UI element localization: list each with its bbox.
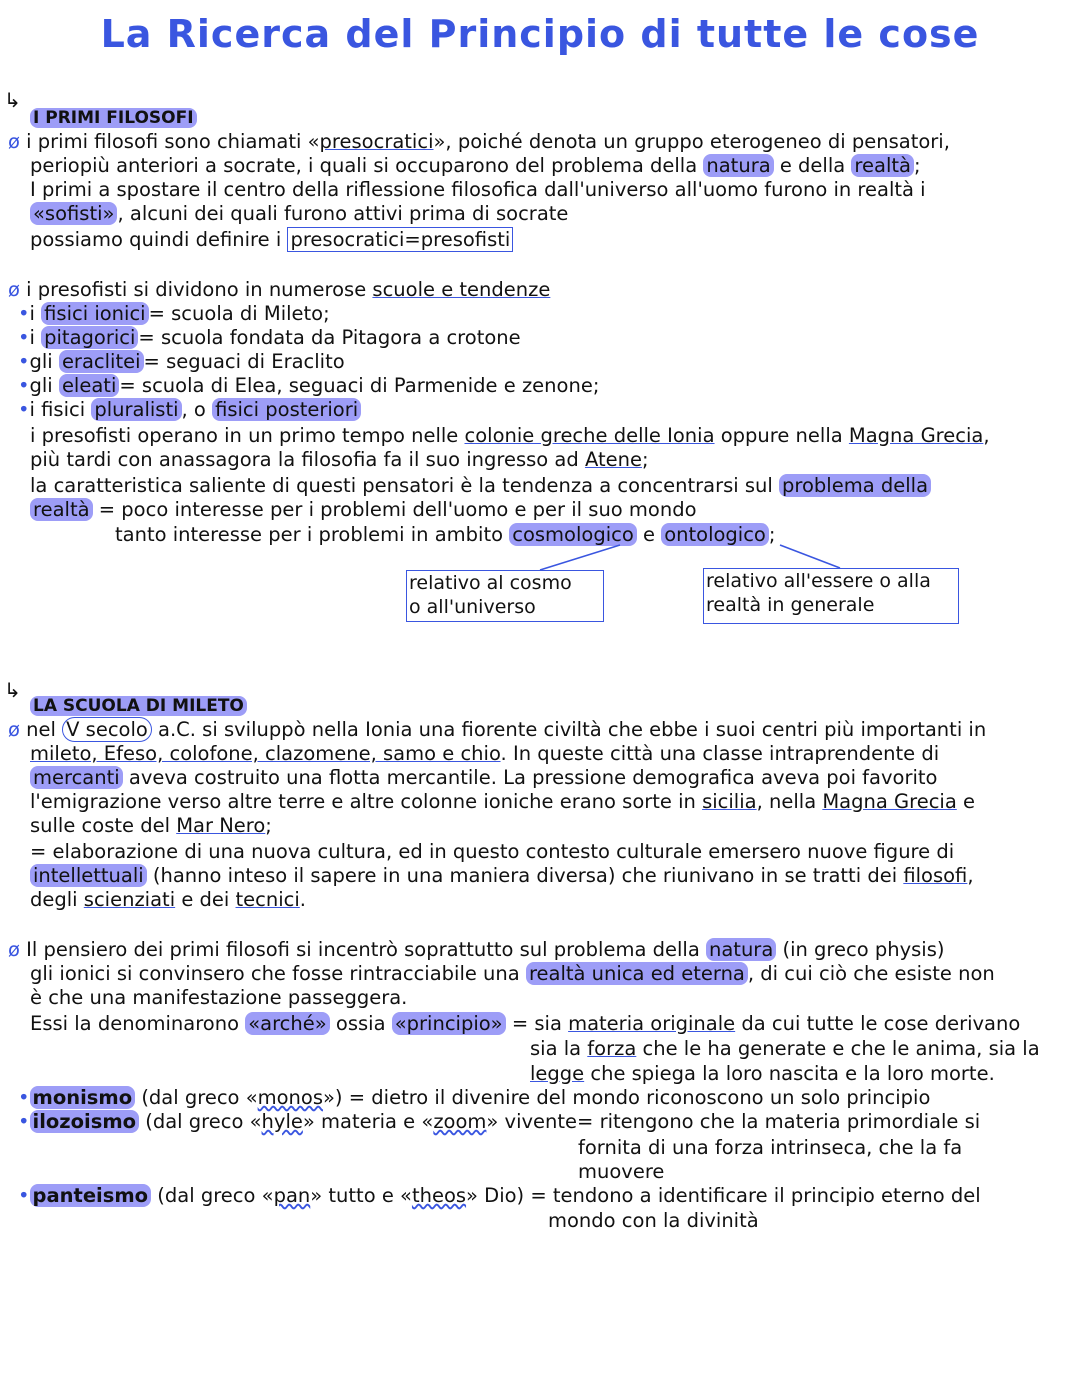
bullet-icon: ø: [8, 278, 20, 301]
text-line: intellettuali (hanno inteso il sapere in una maniera diversa) che riunivano in se tratti dei filosofi,: [30, 864, 974, 888]
text-line: mercanti aveva costruito una flotta mercantile. La pressione demografica aveva poi favorito: [30, 766, 937, 790]
text-line: legge che spiega la loro nascita e la loro morte.: [530, 1062, 995, 1085]
text-line: sulle coste del Mar Nero;: [30, 814, 272, 837]
list-item: •i fisici pluralisti , o fisici posteriori: [18, 398, 361, 422]
text-line: ø i primi filosofi sono chiamati «presocratici», poiché denota un gruppo eterogeneo di pensatori,: [8, 130, 950, 153]
text-line: tanto interesse per i problemi in ambito cosmologico e ontologico ;: [115, 523, 776, 546]
text-line: i presofisti operano in un primo tempo nelle colonie greche delle Ionia oppure nella Magna Grecia,: [30, 424, 990, 447]
text-line: è che una manifestazione passeggera.: [30, 986, 408, 1009]
text-line: fornita di una forza intrinseca, che la fa: [578, 1136, 963, 1159]
list-item: •gli eleati = scuola di Elea, seguaci di Parmenide e zenone;: [18, 374, 600, 397]
section-heading-primi-filosofi: I PRIMI FILOSOFI: [30, 108, 197, 128]
text-line: «sofisti» , alcuni dei quali furono attivi prima di socrate: [30, 202, 568, 226]
list-item: •i fisici ionici = scuola di Mileto;: [18, 302, 330, 325]
text-line: più tardi con anassagora la filosofia fa il suo ingresso ad Atene;: [30, 448, 649, 471]
definition-box-ontologico: relativo all'essere o alla realtà in generale: [703, 568, 959, 624]
text-line: possiamo quindi definire i presocratici=presofisti: [30, 228, 513, 252]
text-line: ø i presofisti si dividono in numerose scuole e tendenze: [8, 278, 551, 301]
section-heading-scuola-mileto: LA SCUOLA DI MILETO: [30, 696, 247, 716]
bullet-icon: ø: [8, 718, 20, 741]
list-item: •gli eraclitei = seguaci di Eraclito: [18, 350, 345, 373]
curved-arrow-icon: ↳: [4, 88, 21, 112]
text-line: = elaborazione di una nuova cultura, ed in questo contesto culturale emersero nuove figure di: [30, 840, 955, 863]
text-line: l'emigrazione verso altre terre e altre colonne ioniche erano sorte in sicilia, nella Magna Grecia e: [30, 790, 976, 813]
text-line: sia la forza che le ha generate e che le anima, sia la: [530, 1037, 1040, 1060]
list-item: •i pitagorici = scuola fondata da Pitagora a crotone: [18, 326, 521, 349]
text-line: mondo con la divinità: [548, 1209, 759, 1232]
text-line: mileto, Efeso, colofone, clazomene, samo e chio. In queste città una classe intraprendente di: [30, 742, 940, 765]
curved-arrow-icon: ↳: [4, 678, 21, 702]
text-line: ø Il pensiero dei primi filosofi si incentrò soprattutto sul problema della natura (in greco physis): [8, 938, 945, 961]
term-item-monismo: • monismo (dal greco «monos») = dietro il divenire del mondo riconoscono un solo principio: [18, 1086, 931, 1109]
term-item-panteismo: • panteismo (dal greco «pan» tutto e «theos» Dio) = tendono a identificare il principio eterno del: [18, 1184, 981, 1207]
text-line: degli scienziati e dei tecnici.: [30, 888, 306, 911]
text-line: gli ionici si convinsero che fosse rintracciabile una realtà unica ed eterna , di cui ciò che esiste non: [30, 962, 995, 985]
text-line: periopiù anteriori a socrate, i quali si occuparono del problema della natura e della realtà ;: [30, 154, 921, 177]
page-title: La Ricerca del Principio di tutte le cose: [100, 12, 980, 56]
text-line: la caratteristica saliente di questi pensatori è la tendenza a concentrarsi sul problema della: [30, 474, 931, 498]
term-item-ilozoismo: • ilozoismo (dal greco «hyle» materia e «zoom» vivente= ritengono che la materia primordiale si: [18, 1110, 981, 1133]
definition-box-cosmologico: relativo al cosmo o all'universo: [406, 570, 604, 622]
bullet-icon: ø: [8, 130, 20, 153]
boxed-equation: presocratici=presofisti: [287, 227, 513, 252]
text-line: ø nel V secolo a.C. si sviluppò nella Ionia una fiorente civiltà che ebbe i suoi centri più importanti in: [8, 718, 987, 741]
text-line: I primi a spostare il centro della riflessione filosofica dall'universo all'uomo furono in realtà i: [30, 178, 926, 201]
text-line: realtà = poco interesse per i problemi dell'uomo e per il suo mondo: [30, 498, 697, 522]
bullet-icon: ø: [8, 938, 20, 961]
text-line: muovere: [578, 1160, 665, 1183]
text-line: Essi la denominarono «arché» ossia «principio» = sia materia originale da cui tutte le cose derivano: [30, 1012, 1021, 1035]
